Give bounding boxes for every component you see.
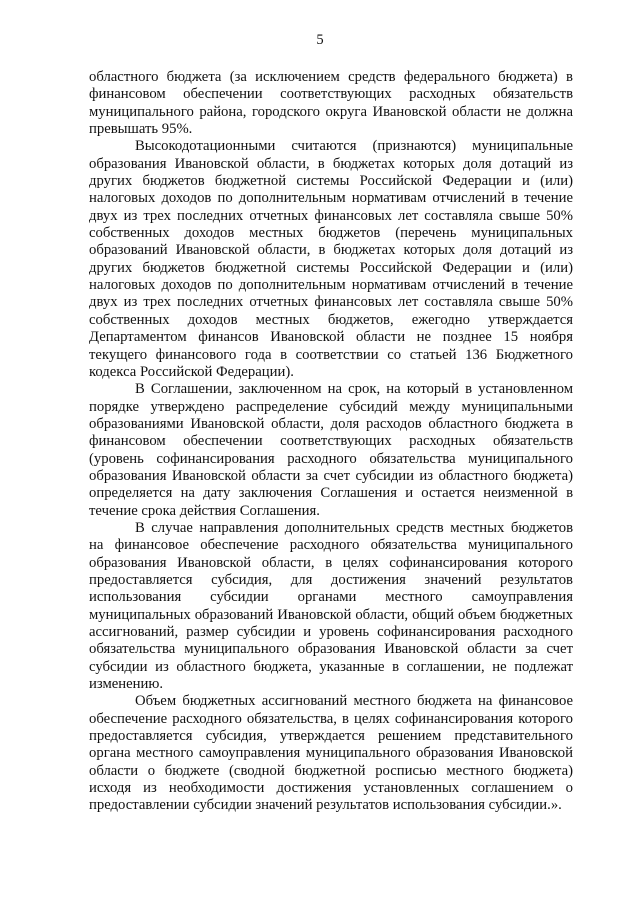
paragraph-continuation: областного бюджета (за исключением средств федерального бюджета) в финансовом обеспечении соответствующих расходных обязательств муниципального района, городского округа Ивановской области не должна превышать 95%. [89,69,573,138]
paragraph-local-budget-volume: Объем бюджетных ассигнований местного бюджета на финансовое обеспечение расходного обязательства, в целях софинансирования которого предоставляется субсидия, утверждается решением представительного органа местного самоуправления муниципального образования Ивановской области о бюджете (сводной бюджетной росписью местного бюджета) исходя из необходимости достижения установленных соглашением о предоставлении субсидии значений результатов использования субсидии.». [89,693,573,814]
document-body [89,69,573,815]
paragraph-agreement-share: В Соглашении, заключенном на срок, на который в установленном порядке утверждено распределение субсидий между муниципальными образованиями Ивановской области, доля расходов областного бюджета в финансовом обеспечении соответствующих расходных обязательств (уровень софинансирования расходного обязательства муниципального образования Ивановской области за счет субсидии из областного бюджета) определяется на дату заключения Соглашения и остается неизменной в течение срока действия Соглашения. [89,381,573,519]
paragraph-high-subsidy-definition: Высокодотационными считаются (признаются) муниципальные образования Ивановской области, в бюджетах которых доля дотаций из других бюджетов бюджетной системы Российской Федерации и (или) налоговых доходов по дополнительным нормативам отчислений в течение двух из трех последних отчетных финансовых лет составляла свыше 50% собственных доходов местных бюджетов (перечень муниципальных образований Ивановской области, в бюджетах которых доля дотаций из других бюджетов бюджетной системы Российской Федерации и (или) налоговых доходов по дополнительным нормативам отчислений в течение двух из трех последних отчетных финансовых лет составляла свыше 50% собственных доходов местных бюджетов, ежегодно утверждается Департаментом финансов Ивановской области не позднее 15 ноября текущего финансового года в соответствии со статьей 136 Бюджетного кодекса Российской Федерации). [89,138,573,380]
page-number: 5 [316,32,324,48]
paragraph-additional-funds: В случае направления дополнительных средств местных бюджетов на финансовое обеспечение расходного обязательства муниципального образования Ивановской области, в целях софинансирования которого предоставляется субсидия, для достижения значений результатов использования субсидии органами местного самоуправления муниципальных образований Ивановской области, общий объем бюджетных ассигнований, размер субсидии и уровень софинансирования расходного обязательства муниципального образования Ивановской области за счет субсидии из областного бюджета, указанные в соглашении, не подлежат изменению. [89,519,573,693]
